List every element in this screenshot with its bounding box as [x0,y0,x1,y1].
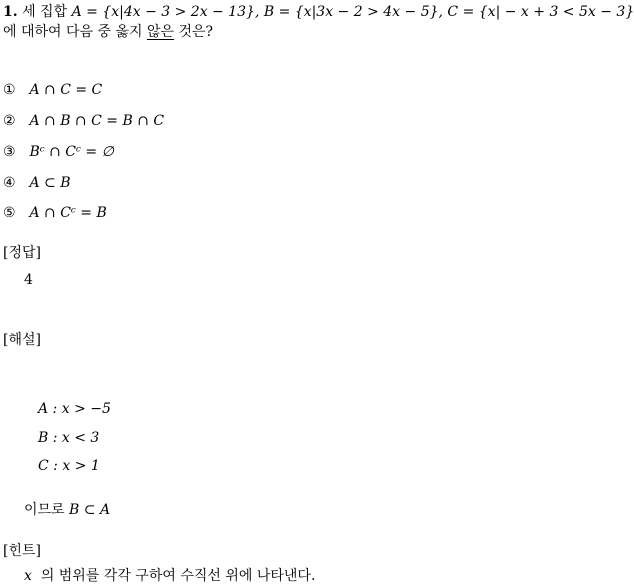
choice-1 [3,80,102,100]
question-line-1 [3,2,634,22]
choice-text: A ∩ Cᶜ = B [29,205,107,221]
conclusion-math: B ⊂ A [69,502,111,518]
choice-marker: ② [3,113,16,129]
question-emphasis: 않은 [146,24,175,40]
choice-3 [3,142,114,162]
explanation-line-c: C : x > 1 [38,458,100,474]
question-line-2 [3,22,213,42]
choice-2 [3,111,164,131]
choice-text: A ⊂ B [29,175,71,191]
choice-4 [3,173,70,193]
hint-text: 의 범위를 각각 구하여 수직선 위에 나타낸다. [40,568,316,584]
hint-label: [힌트] [3,543,41,559]
choice-marker: ③ [3,144,16,160]
answer-label: [정답] [3,245,41,261]
hint-text-line [24,566,315,586]
explanation-line-a: A : x > −5 [38,401,111,417]
choice-marker: ⑤ [3,205,16,221]
question-suffix: 것은? [178,24,214,40]
hint-variable: x [24,568,32,584]
choice-text: Bᶜ ∩ Cᶜ = ∅ [29,144,114,160]
explanation-conclusion [24,500,110,520]
choice-marker: ① [3,82,16,98]
set-a-definition: A = {x|4x − 3 > 2x − 13}, [71,4,260,20]
choice-text: A ∩ C = C [29,82,103,98]
set-b-definition: B = {x|3x − 2 > 4x − 5}, [263,4,443,20]
choice-marker: ④ [3,175,16,191]
question-intro: 세 집합 [22,4,68,20]
set-c-definition: C = {x| − x + 3 < 5x − 3} [447,4,634,20]
explanation-line-b: B : x < 3 [38,430,100,446]
question-prefix: 에 대하여 다음 중 옳지 [3,24,143,40]
choice-5 [3,203,107,223]
question-number: 1. [3,4,18,20]
explanation-label: [해설] [3,332,41,348]
answer-value: 4 [24,272,33,288]
choice-text: A ∩ B ∩ C = B ∩ C [29,113,165,129]
conclusion-prefix: 이므로 [24,502,65,518]
